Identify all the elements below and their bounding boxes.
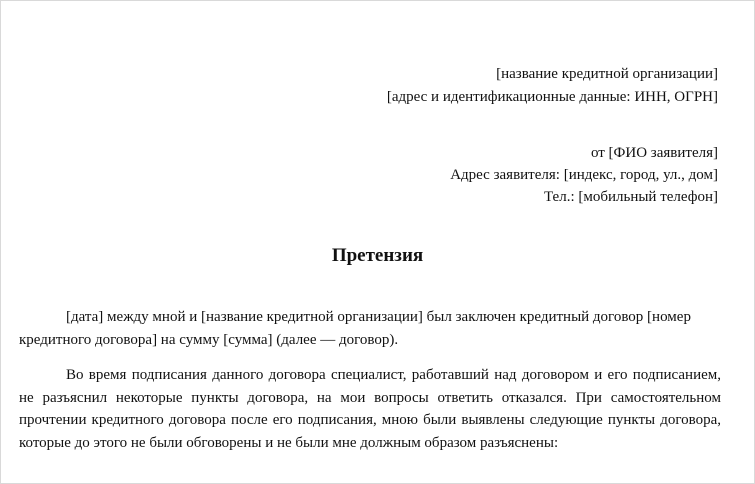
recipient-details: [адрес и идентификационные данные: ИНН, ОГРН] [386,89,718,105]
recipient-organization: [название кредитной организации] [496,66,718,82]
sender-phone: Тел.: [мобильный телефон] [543,189,718,205]
sender-address: Адрес заявителя: [индекс, город, ул., дом] [450,167,718,183]
paragraph-contract: [дата] между мной и [название кредитной организации] был заключен кредитный договор [номер кредитного договора] на сумму [сумма] (далее — договор). [19,309,691,348]
document-title: Претензия [331,245,424,266]
paragraph-signing: Во время подписания данного договора специалист, работавший над договором и его подписанием, не разъяснил некоторые пункты договора, на мои вопросы ответить отказался. При самостоятельном прочтении кредитного договора после его подписания, мною были выявлены следующие пункты договора, которые до этого не были обговорены и не были мне должным образом разъяснены: [19,367,721,451]
sender-name: от [ФИО заявителя] [590,145,718,161]
